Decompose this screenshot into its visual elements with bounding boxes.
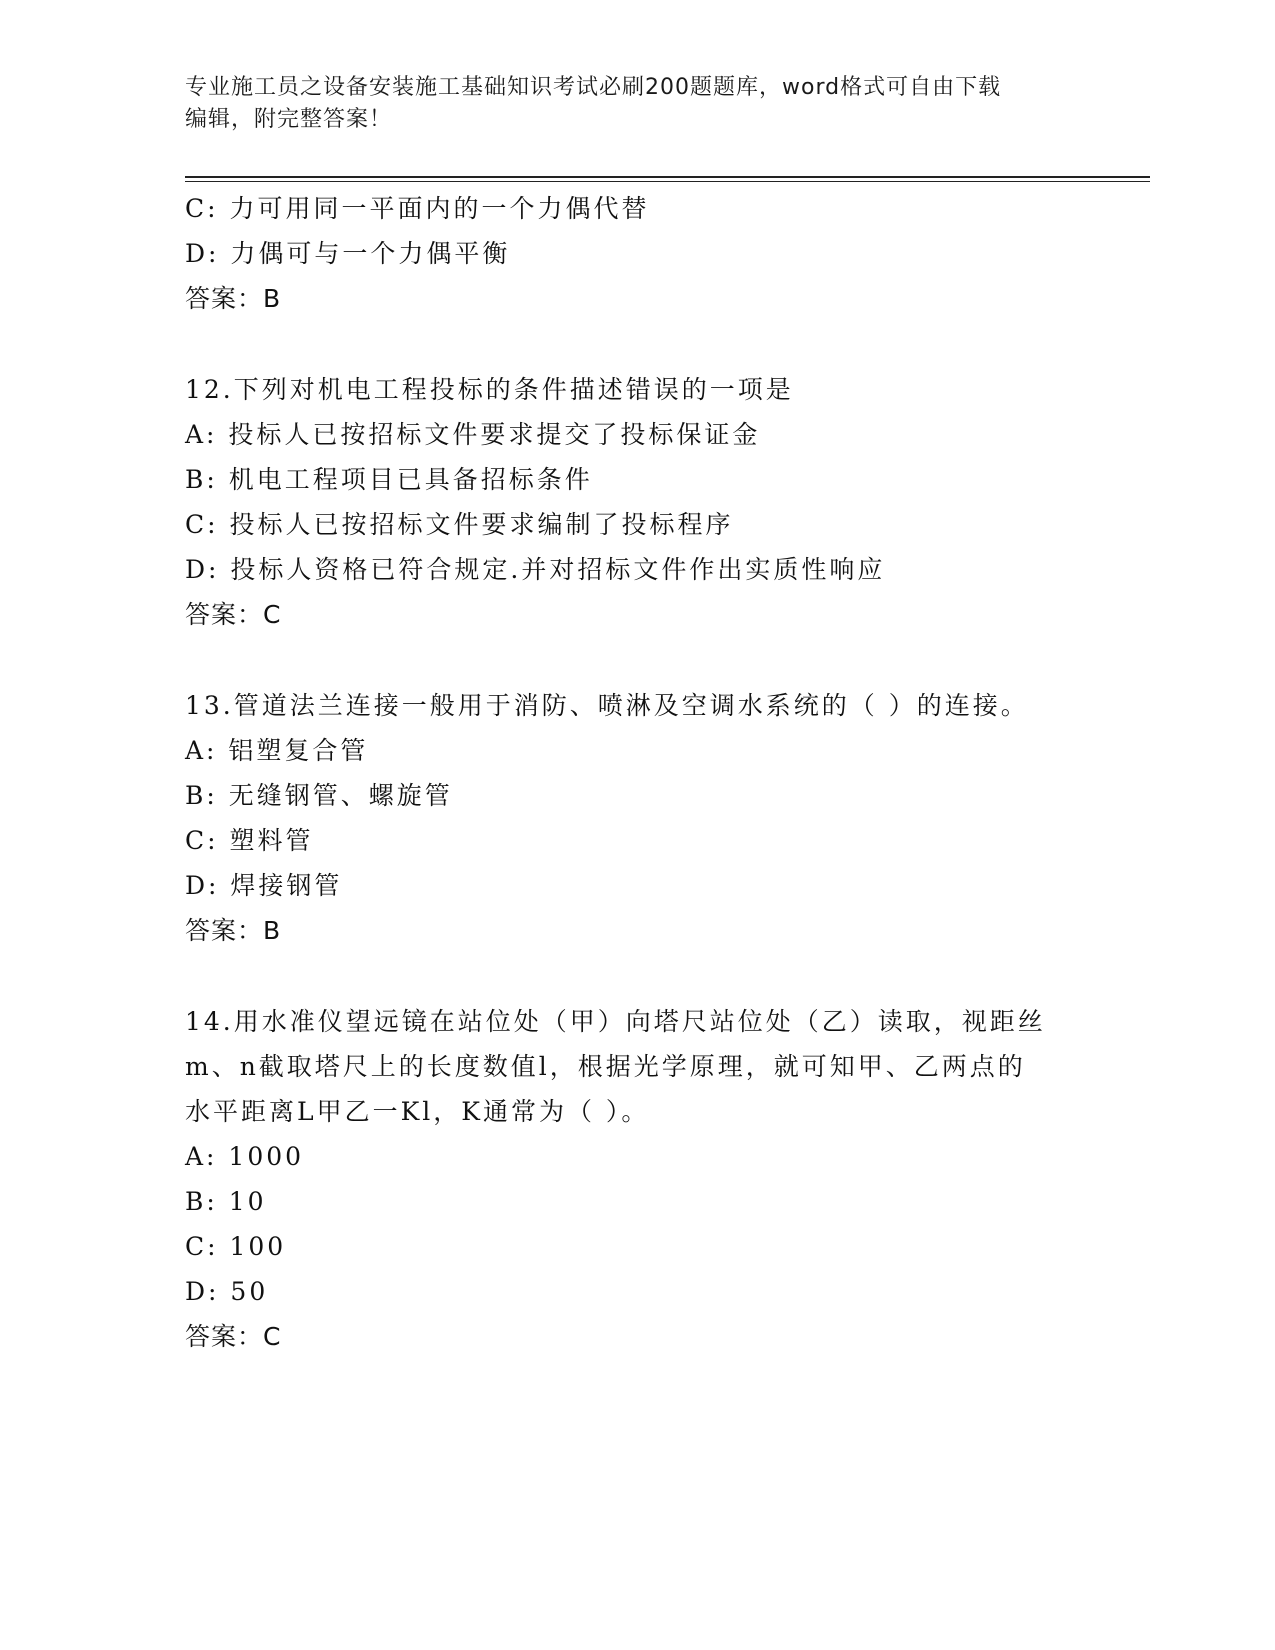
option-line: B: 机电工程项目已具备招标条件 [185, 465, 593, 494]
question-block [185, 186, 1085, 321]
answer-line: 答案：B [185, 916, 282, 945]
question-spacer [185, 321, 1085, 367]
question-block [185, 999, 1085, 1359]
document-header [185, 72, 1065, 136]
header-line-2: 编辑，附完整答案！ [185, 107, 393, 132]
option-line: A: 投标人已按招标文件要求提交了投标保证金 [185, 420, 761, 449]
option-line: D: 投标人资格已符合规定.并对招标文件作出实质性响应 [185, 555, 886, 584]
option-line: D: 焊接钢管 [185, 871, 343, 900]
answer-line: 答案：C [185, 600, 282, 629]
question-stem: 12.下列对机电工程投标的条件描述错误的一项是 [185, 375, 794, 404]
question-stem: 水平距离L甲乙一Kl，K通常为（ ）。 [185, 1097, 650, 1126]
option-line: B: 10 [185, 1187, 267, 1216]
question-stem: 14.用水准仪望远镜在站位处（甲）向塔尺站位处（乙）读取，视距丝 [185, 1007, 1046, 1036]
option-line: A: 1000 [185, 1142, 305, 1171]
option-line: D: 力偶可与一个力偶平衡 [185, 239, 511, 268]
header-divider-thin [185, 181, 1150, 182]
question-spacer [185, 953, 1085, 999]
option-line: B: 无缝钢管、螺旋管 [185, 781, 453, 810]
header-line-1: 专业施工员之设备安装施工基础知识考试必刷200题题库，word格式可自由下载 [185, 75, 1002, 100]
answer-line: 答案：C [185, 1322, 282, 1351]
question-stem: 13.管道法兰连接一般用于消防、喷淋及空调水系统的（ ）的连接。 [185, 691, 1029, 720]
option-line: D: 50 [185, 1277, 269, 1306]
option-line: C: 100 [185, 1232, 287, 1261]
option-line: C: 塑料管 [185, 826, 314, 855]
option-line: A: 铝塑复合管 [185, 736, 369, 765]
option-line: C: 力可用同一平面内的一个力偶代替 [185, 194, 650, 223]
option-line: C: 投标人已按招标文件要求编制了投标程序 [185, 510, 734, 539]
question-list [185, 186, 1085, 1359]
answer-line: 答案：B [185, 284, 282, 313]
question-spacer [185, 637, 1085, 683]
question-stem: m、n截取塔尺上的长度数值l，根据光学原理，就可知甲、乙两点的 [185, 1052, 1026, 1081]
question-block [185, 367, 1085, 637]
question-block [185, 683, 1085, 953]
header-divider-thick [185, 176, 1150, 178]
